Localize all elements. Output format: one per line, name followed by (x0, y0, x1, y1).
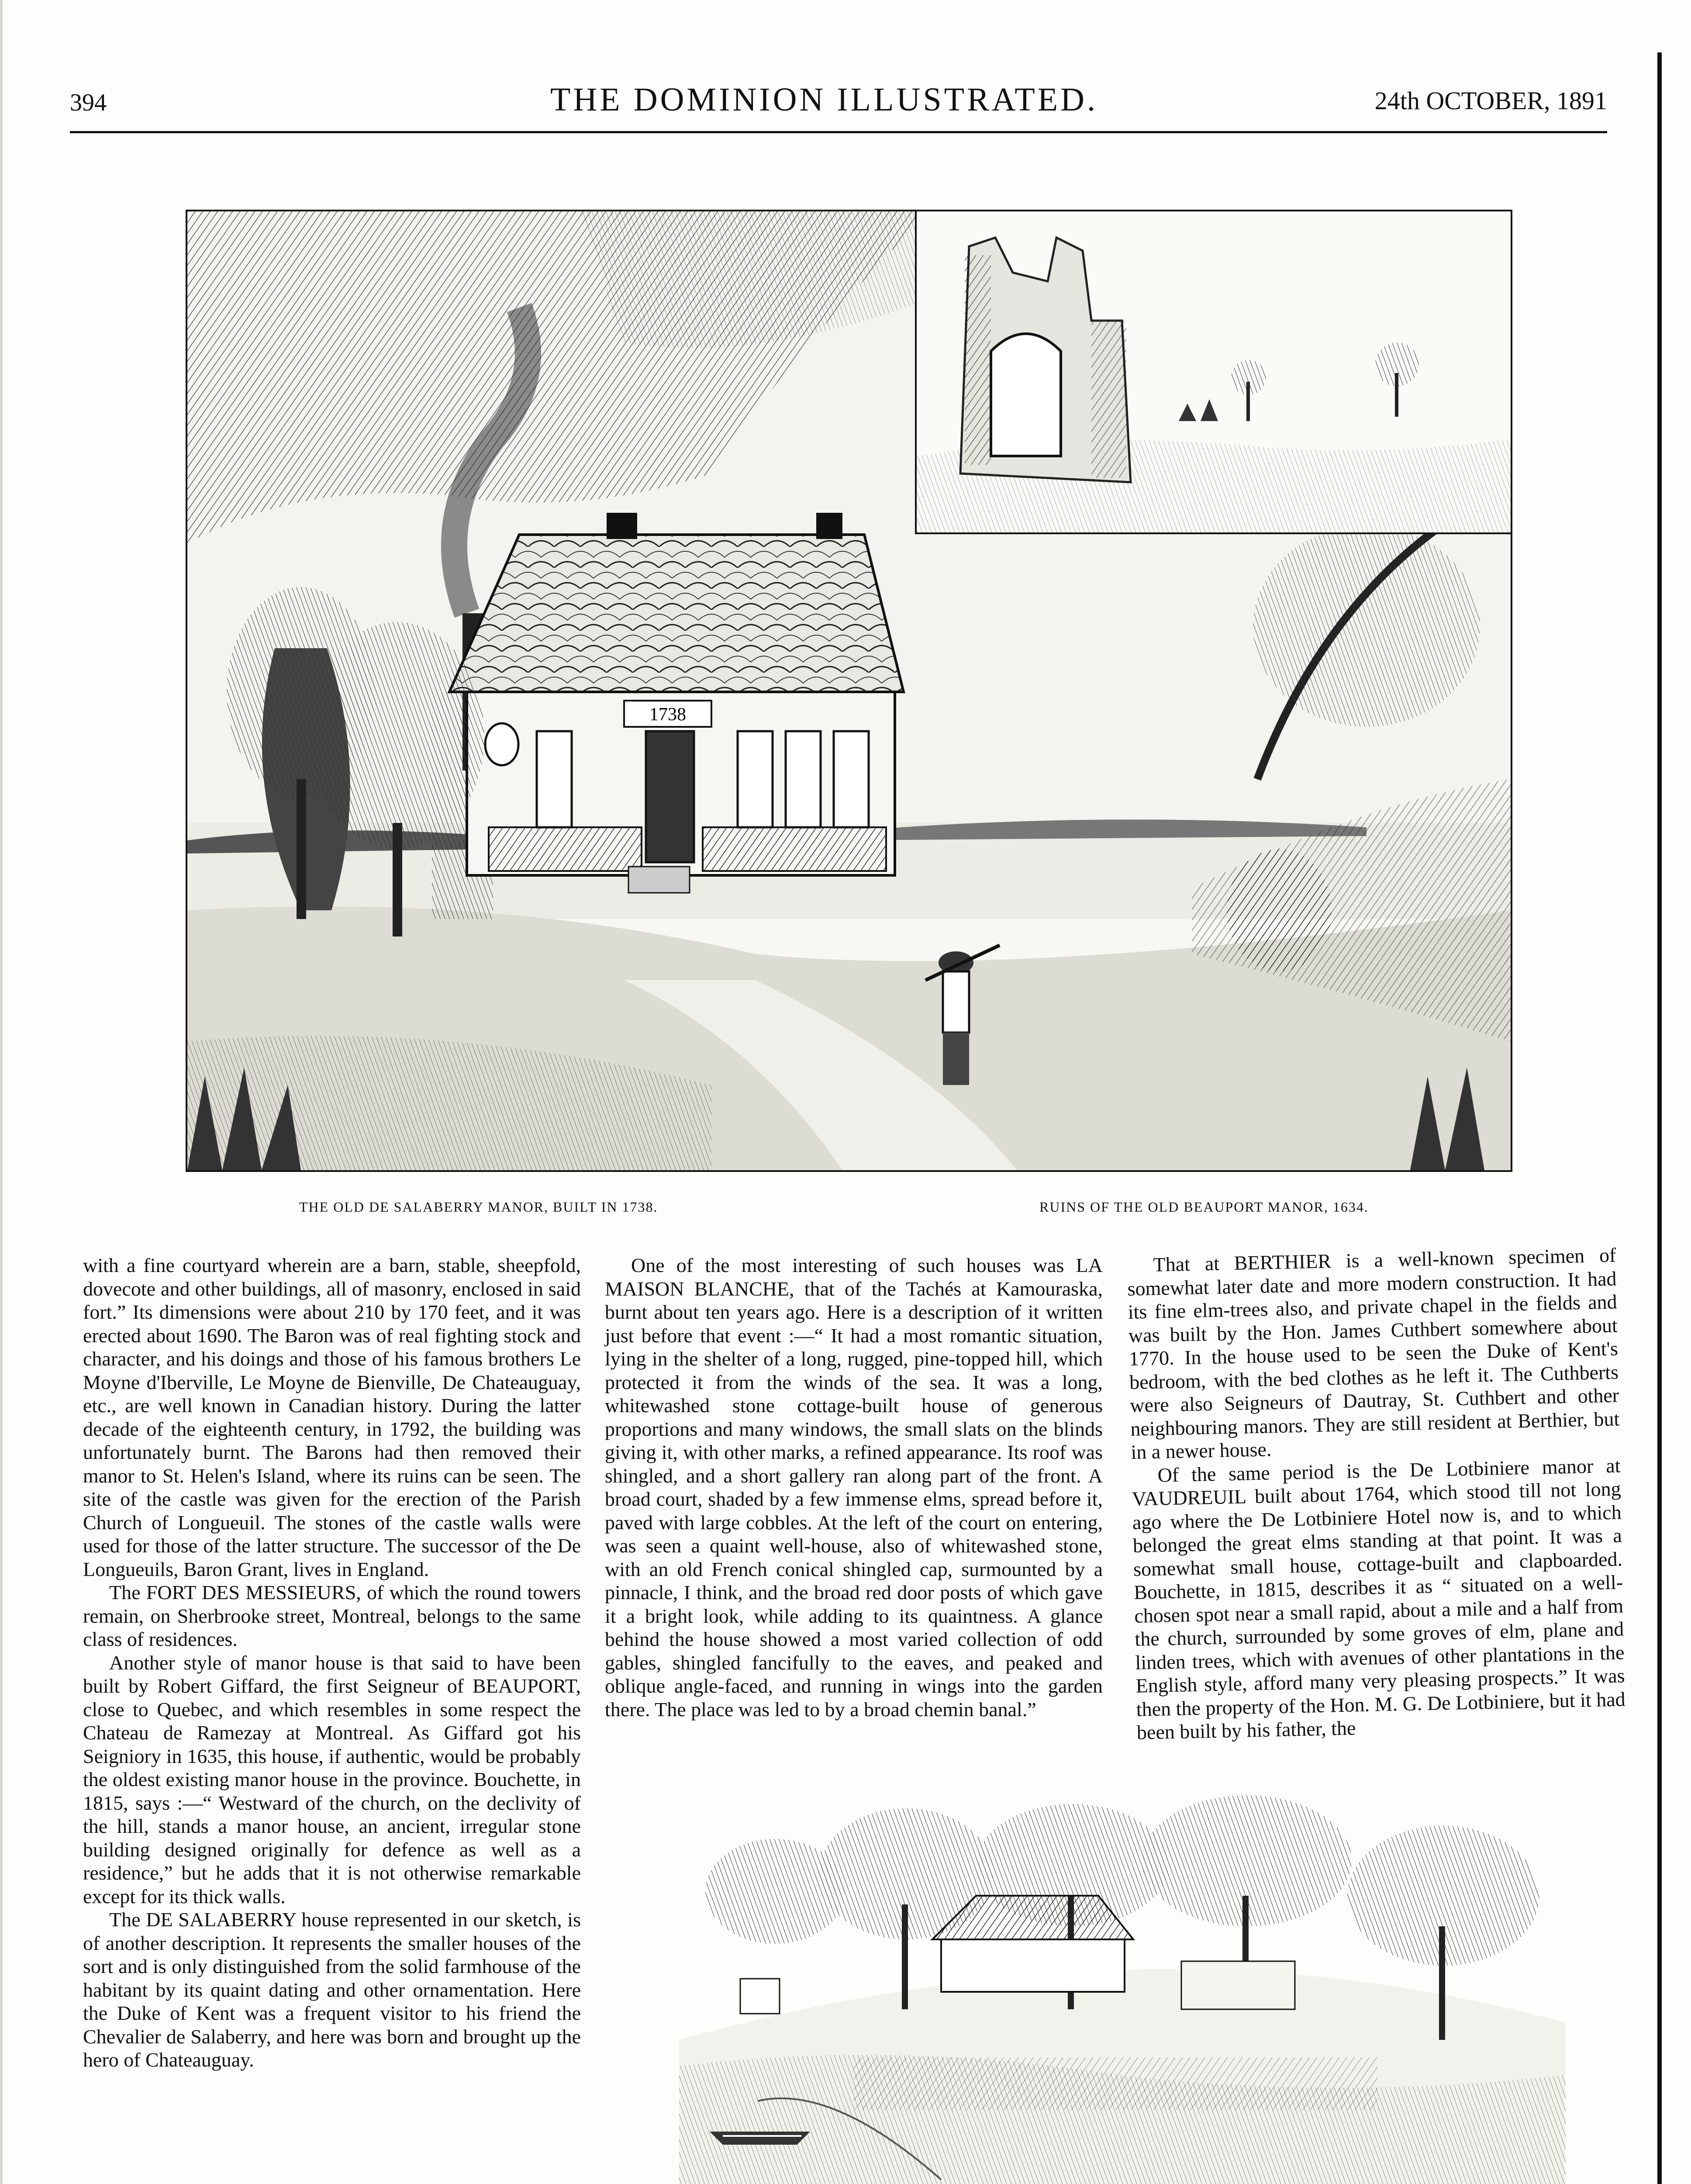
header-rule (70, 131, 1607, 133)
caption-beauport-ruins: RUINS OF THE OLD BEAUPORT MANOR, 1634. (1039, 1199, 1369, 1215)
caption-salaberry-manor: THE OLD DE SALABERRY MANOR, BUILT IN 1738. (299, 1199, 658, 1215)
date-plaque: 1738 (649, 705, 686, 725)
illustration-beauport-ruins (915, 210, 1512, 534)
beauport-ruins-engraving (917, 211, 1511, 532)
masthead-title: THE DOMINION ILLUSTRATED. (550, 81, 1098, 118)
paragraph: That at BERTHIER is a well-known specimen of somewhat later date and more modern construction. It had its fine elm-trees also, and private chapel in the fields and was built by the Hon. James Cuthbert somewhere about 1770. In the house used to be seen the Duke of Kent's bedroom, with the bed clothes as he left it. The Cuthberts were also Seigneurs of Dautray, St. Cuthbert and other neighbouring manors. They are still resident at Berthier, but in a newer house. (1127, 1244, 1620, 1463)
page-number: 394 (70, 89, 107, 116)
page-binding-edge (1657, 52, 1662, 2184)
page-edge-shadow (0, 0, 3, 2184)
paragraph: Of the same period is the De Lotbiniere manor at VAUDREUIL built about 1764, which stood till not long ago where the De Lotbiniere Hotel now is, and to which belonged the great elms standing at that point. It was a somewhat small house, cottage-built and clapboarded. Bouchette, in 1815, describes it as “ situated on a well-chosen spot near a small rapid, about a mile and a half from the church, surrounded by some groves of elm, plane and linden trees, which with avenues of other plantations in the English style, afford many very pleasing prospects.” It was then the property of the Hon. M. G. De Lotbiniere, but it had been built by his father, the (1132, 1454, 1626, 1744)
lotbiniere-manor-engraving (679, 1795, 1566, 2184)
issue-date: 24th OCTOBER, 1891 (1374, 86, 1607, 115)
text-column-3 (1127, 1244, 1626, 1745)
page-header (70, 81, 1607, 129)
text-column-2 (605, 1254, 1103, 1721)
illustration-lotbiniere-manor (679, 1795, 1566, 2184)
paragraph: One of the most interesting of such houses was LA MAISON BLANCHE, that of the Tachés at Kamouraska, burnt about ten years ago. Here is a description of it written just before that event :—“ It had a most romantic situation, lying in the shelter of a long, rugged, pine-topped hill, which protected it from the winds of the sea. It was a long, whitewashed stone cottage-built house of generous proportions and many windows, the small slats on the blinds giving it, with other marks, a refined appearance. Its roof was shingled, and a short gallery ran along part of the front. A broad court, shaded by a few immense elms, spread before it, paved with large cobbles. At the left of the court on entering, was seen a quaint well-house, also of whitewashed stone, with an old French conical shingled cap, surmounted by a pinnacle, I think, and the broad red door posts of which gave it a bright look, while adding to its quaintness. A glance behind the house showed a most varied collection of odd gables, shingled fancifully to the eaves, and peaked and oblique angle-faced, and running in wings into the garden there. The place was led to by a broad chemin banal.” (605, 1254, 1103, 1721)
text-column-1 (83, 1254, 581, 2072)
paragraph: with a fine courtyard wherein are a barn, stable, sheepfold, dovecote and other buildings, all of masonry, enclosed in said fort.” Its dimensions were about 210 by 170 feet, and it was erected about 1690. The Baron was of real fighting stock and character, and his doings and those of his famous brothers Le Moyne d'Iberville, Le Moyne de Bienville, De Chateauguay, etc., are well known in Canadian history. During the latter decade of the eighteenth century, in 1792, the building was unfortunately burnt. The Barons had then removed their manor to St. Helen's Island, where its ruins can be seen. The site of the castle was given for the erection of the Parish Church of Longueuil. The stones of the castle walls were used for those of the latter structure. The successor of the De Longueuils, Baron Grant, lives in England. (83, 1254, 581, 1580)
paragraph: The DE SALABERRY house represented in our sketch, is of another description. It represents the smaller houses of the sort and is only distinguished from the solid farmhouse of the habitant by its quaint dating and other ornamentation. Here the Duke of Kent was a frequent visitor to his friend the Chevalier de Salaberry, and here was born and brought up the hero of Chateauguay. (83, 1908, 581, 2071)
paragraph: Another style of manor house is that said to have been built by Robert Giffard, the first Seigneur of BEAUPORT, close to Quebec, and which resembles in some respect the Chateau de Ramezay at Montreal. As Giffard got his Seigniory in 1635, this house, if authentic, would be probably the oldest existing manor house in the province. Bouchette, in 1815, says :—“ Westward of the church, on the declivity of the hill, stands a manor house, an ancient, irregular stone building designed originally for defence as well as a residence,” but he adds that it is not otherwise remarkable except for its thick walls. (83, 1651, 581, 1908)
paragraph: The FORT DES MESSIEURS, of which the round towers remain, on Sherbrooke street, Montreal, belongs to the same class of residences. (83, 1581, 581, 1650)
